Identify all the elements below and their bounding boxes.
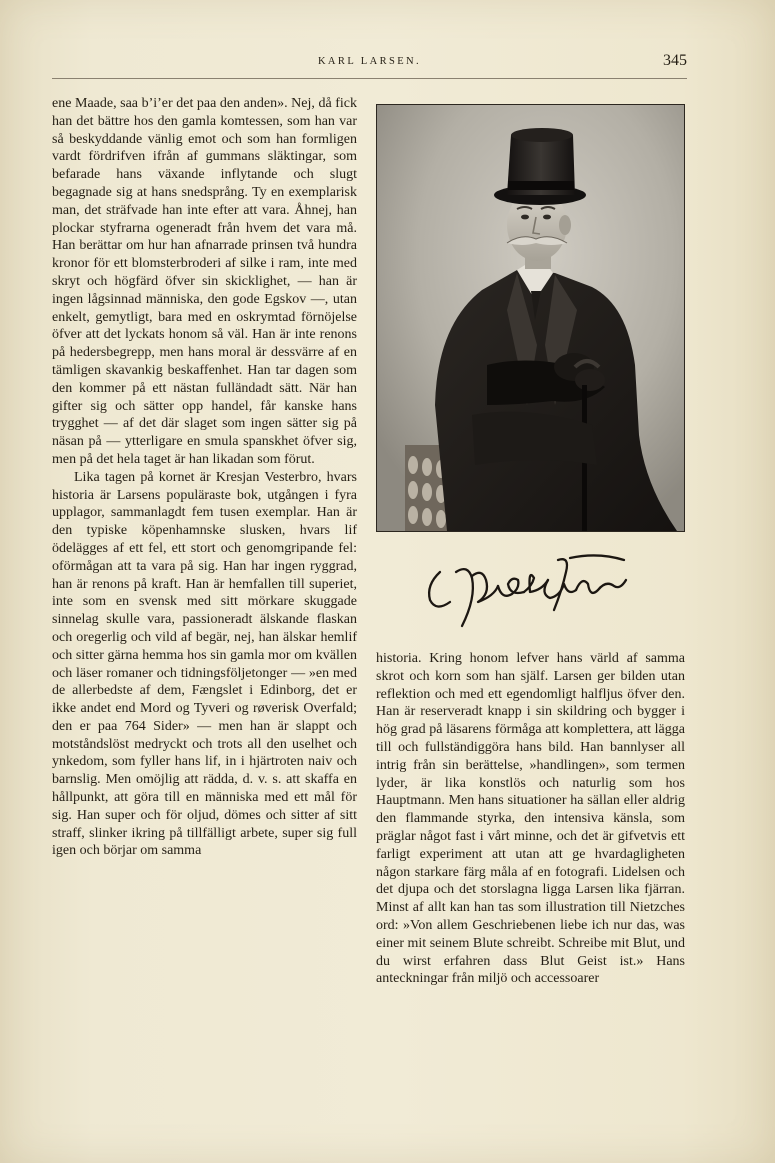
paragraph-1: ene Maade, saa b’i’er det paa den anden». Nej, då fick han det bättre hos den gamla komtessen, som han var så beskyddande vänlig emot och som han formligen vardt fördrifven ifrån af gummans släktingar, som befarade hans växande inflytande och slugt begagnade sig at hans snedsprång. Ty en exemplarisk man, det sträfvade han inte efter att vara. Åhnej, han plockar styfrarna ogeneradt från hvem det vara må. Han berättar om hur han afnarrade prinsen två hundra kronor för ett blomsterbroderi af silke i ram, inte med skryt och högfärd öfver sin skicklighet, — han är ingen lågsinnad människa, den gode Egskov —, utan enkelt, gemytligt, bara med en oskrymtad förnöjelse öfver att det lyckats honom så väl. Han är inte renons på hedersbegrepp, men hans moral är dessvärre af en tämligen skavankig beskaffenhet. Han tar dagen som den kommer på ett nästan fulländadt sätt. När han gifter sig och sätter opp handel, får kanske hans trygghet — af det där slaget som ingen sätter sig på näsan på — ytterligare en smula spanskhet öfver sig, men på det hela taget är han likadan som förut. [52,96,357,467]
paragraph-3: historia. Kring honom lefver hans värld af samma skrot och korn som han själf. Larsen ger bilden utan reflektion och med ett egendomligt halfljus öfver den. Han är reserveradt knapp i sin skildring och bygger i hög grad på läsarens förmåga att komplettera, att lägga till och fullständiggöra hans bild. Han bannlyser all intrig från sin berättelse, »handlingen», som termen lyder, är lika konstlös och naturlig som hos Hauptmann. Men hans situationer ha sällan eller aldrig den flammande styrka, den intensiva känsla, som präglar något fast i vårt minne, och det är gifvetvis ett farligt experiment att utan att ge hvardagligheten någon starkare färg måla af en fotografi. Lidelsen och det djupa och det storslagna ligga Larsen lika fjärran. Minst af allt kan han tas som illustration till Nietzches ord: »Von allem Geschriebenen liebe ich nur das, was einer mit seinem Blute schreibt. Schreibe mit Blut, und du wirst erfahren dass Blut Geist ist.» Hans anteckningar från miljö och accessoarer [376,651,685,987]
author-signature [420,550,640,635]
running-header [52,52,687,79]
right-column [376,650,685,988]
running-title: KARL LARSEN. [317,56,422,67]
left-column [52,95,357,860]
page-number: 345 [663,52,687,69]
paragraph-2: Lika tagen på kornet är Kresjan Vesterbro, hvars historia är Larsens populäraste bok, utgången i fyra upplagor, sammanlagdt fem tusen exemplar. Han är den typiske köpenhamnske slusken, hvars lif ödelägges af ett fel, ett stort och genomgripande fel: oförmågan att ta vara på sig. Han har ingen ryggrad, han är renons på kraft. Han är hemfallen till superiet, inte som en svensk med sitt mörkare skuggade sinnelag skulle vara, passioneradt älskande flaskan och oregerlig och vild af begär, nej, han älskar hemlif och sitter gärna hemma hos sin gamla mor om kvällen och läser romaner och tidningsföljetonger — »en med de allerbedste af dem, Fængslet i Edinborg, det er ikke andet end Mord og Tyveri og røverisk Overfald; den er paa 764 Sider» — men han är slappt och motståndslöst medryckt och trots all den uselhet och ynkedom, som fyller hans lif, in i hjärtroten naiv och barnslig. Men omöjlig att rädda, d. v. s. att skaffa en hållpunkt, att göra till en människa med ett mål för sig. Han super och för oljud, dömes och sitter af sitt straff, slinker ikring på tillfälligt arbete, super sig full igen och börjar om samma [52,469,357,859]
author-portrait [376,104,685,532]
